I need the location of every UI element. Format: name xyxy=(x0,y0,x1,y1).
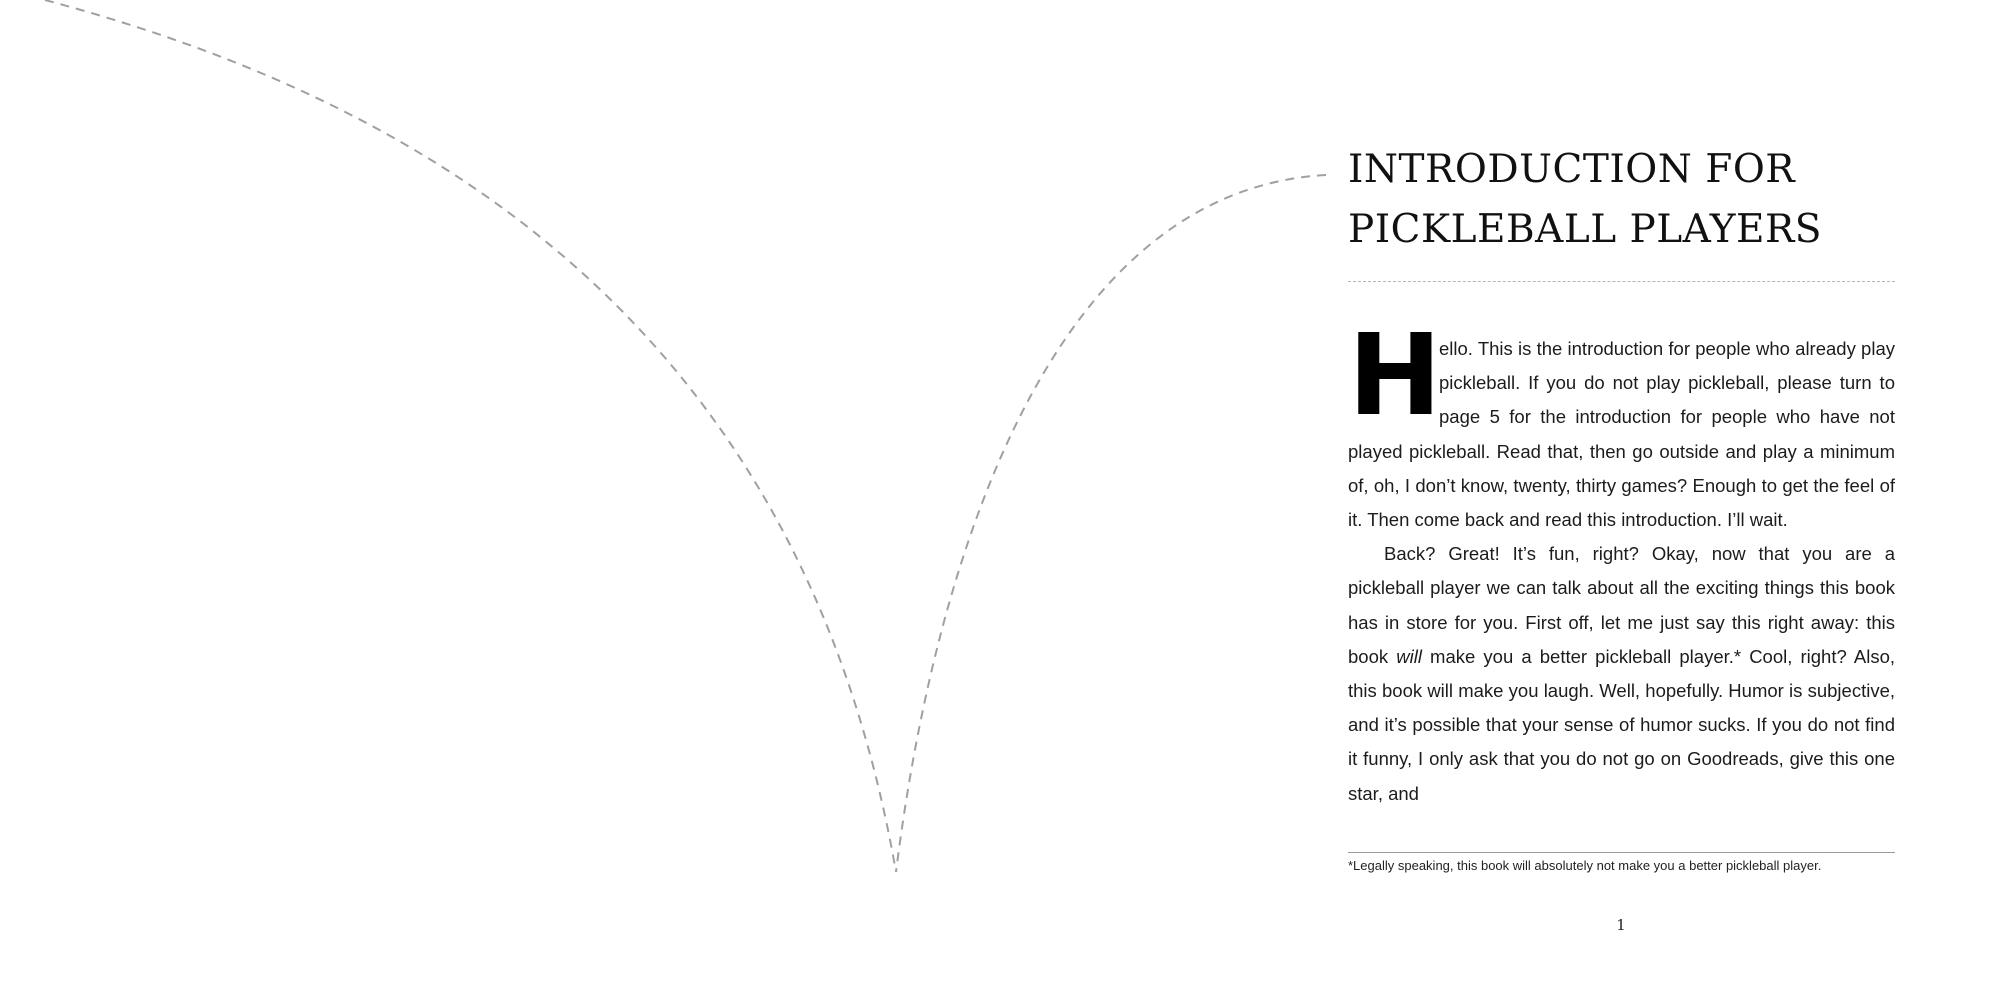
title-divider xyxy=(1348,281,1895,282)
footnote: *Legally speaking, this book will absolutely not make you a better pickleball player. xyxy=(1348,858,1822,873)
paragraph-2-emphasis: will xyxy=(1396,645,1422,667)
footnote-divider xyxy=(1348,852,1895,853)
chapter-title-line-2: PICKLEBALL PLAYERS xyxy=(1348,207,1823,252)
paragraph-2-text-before: Back? Great! It’s fun, right? Okay, now that you are a pickleball player we can talk about all the exciting things this book has in store for you. First off, let me just say this right away: this book xyxy=(1348,543,1895,667)
paragraph-2 xyxy=(1348,537,1895,811)
paragraph-2-text-after: make you a better pickleball player.* Cool, right? Also, this book will make you laugh. Well, hopefully. Humor is subjective, and it’s possible that your sense of humor sucks. If you do not find it funny, I only ask that you do not go on Goodreads, give this one star, and xyxy=(1348,645,1895,804)
chapter-title xyxy=(1348,140,1895,260)
trajectory-left-arc xyxy=(45,0,896,872)
paragraph-1 xyxy=(1348,311,1895,537)
chapter-title-line-1: INTRODUCTION FOR xyxy=(1348,147,1796,192)
body-text xyxy=(1348,311,1895,811)
book-page xyxy=(1348,140,1895,811)
drop-cap: H xyxy=(1348,311,1442,441)
page-number: 1 xyxy=(1616,916,1626,934)
paragraph-1-text: ello. This is the introduction for people who already play pickleball. If you do not play pickleball, please turn to page 5 for the introduction for people who have not played pickleball. Read that, then go outside and play a minimum of, oh, I don’t know, twenty, thirty games? Enough to get the feel of it. Then come back and read this introduction. I’ll wait. xyxy=(1348,338,1895,531)
trajectory-right-arc xyxy=(896,175,1326,872)
